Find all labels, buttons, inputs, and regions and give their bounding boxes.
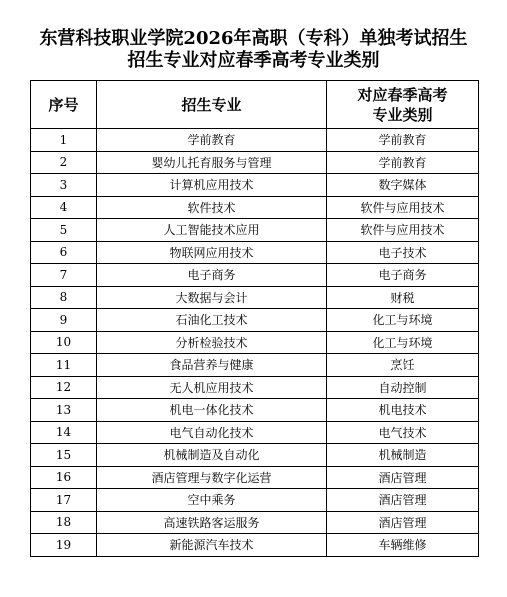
row-category: 学前教育 [327,129,479,152]
row-category: 数字媒体 [327,174,479,197]
table-row [31,511,479,534]
table-row [31,466,479,489]
row-index: 11 [31,354,97,377]
row-category: 自动控制 [327,376,479,399]
row-major: 石油化工技术 [97,309,327,332]
row-major: 计算机应用技术 [97,174,327,197]
table-row [31,376,479,399]
row-index: 3 [31,174,97,197]
table-row [31,331,479,354]
table-row [31,534,479,557]
majors-table [30,80,479,557]
row-index: 4 [31,196,97,219]
row-major: 酒店管理与数字化运营 [97,466,327,489]
row-category: 酒店管理 [327,489,479,512]
row-category: 学前教育 [327,151,479,174]
header-category [327,81,479,129]
row-index: 1 [31,129,97,152]
row-index: 5 [31,219,97,242]
table-row [31,309,479,332]
document-title-line1: 东营科技职业学院2026年高职（专科）单独考试招生 [39,28,468,49]
row-index: 18 [31,511,97,534]
table-row [31,241,479,264]
row-major: 物联网应用技术 [97,241,327,264]
row-index: 17 [31,489,97,512]
table-row [31,129,479,152]
row-category: 电子商务 [327,264,479,287]
row-major: 空中乘务 [97,489,327,512]
table-row [31,444,479,467]
row-index: 2 [31,151,97,174]
header-category-line2: 专业类别 [372,105,433,124]
row-category: 车辆维修 [327,534,479,557]
row-category: 机电技术 [327,399,479,422]
row-major: 分析检验技术 [97,331,327,354]
row-index: 7 [31,264,97,287]
row-category: 酒店管理 [327,466,479,489]
table-row [31,219,479,242]
row-category: 电气技术 [327,421,479,444]
row-category: 电子技术 [327,241,479,264]
table-header-row [31,81,479,129]
row-category: 机械制造 [327,444,479,467]
row-major: 电气自动化技术 [97,421,327,444]
row-category: 化工与环境 [327,331,479,354]
table-row [31,264,479,287]
row-index: 8 [31,286,97,309]
row-category: 化工与环境 [327,309,479,332]
document-title-line2: 招生专业对应春季高考专业类别 [127,50,380,71]
row-major: 软件技术 [97,196,327,219]
row-major: 机电一体化技术 [97,399,327,422]
row-major: 新能源汽车技术 [97,534,327,557]
row-index: 6 [31,241,97,264]
row-major: 机械制造及自动化 [97,444,327,467]
row-index: 15 [31,444,97,467]
row-major: 电子商务 [97,264,327,287]
row-category: 烹饪 [327,354,479,377]
table-row [31,354,479,377]
row-index: 10 [31,331,97,354]
row-category: 财税 [327,286,479,309]
row-major: 高速铁路客运服务 [97,511,327,534]
row-major: 大数据与会计 [97,286,327,309]
row-category: 软件与应用技术 [327,196,479,219]
table-row [31,174,479,197]
row-category: 酒店管理 [327,511,479,534]
row-index: 9 [31,309,97,332]
row-major: 婴幼儿托育服务与管理 [97,151,327,174]
row-index: 16 [31,466,97,489]
table-row [31,421,479,444]
header-index: 序号 [31,81,97,129]
header-category-line1: 对应春季高考 [357,85,448,104]
table-row [31,196,479,219]
table-row [31,286,479,309]
row-index: 12 [31,376,97,399]
row-major: 学前教育 [97,129,327,152]
row-index: 13 [31,399,97,422]
row-major: 人工智能技术应用 [97,219,327,242]
row-major: 无人机应用技术 [97,376,327,399]
table-row [31,151,479,174]
row-category: 软件与应用技术 [327,219,479,242]
row-index: 19 [31,534,97,557]
row-index: 14 [31,421,97,444]
header-major: 招生专业 [97,81,327,129]
table-body [31,129,479,557]
table-row [31,399,479,422]
row-major: 食品营养与健康 [97,354,327,377]
table-row [31,489,479,512]
